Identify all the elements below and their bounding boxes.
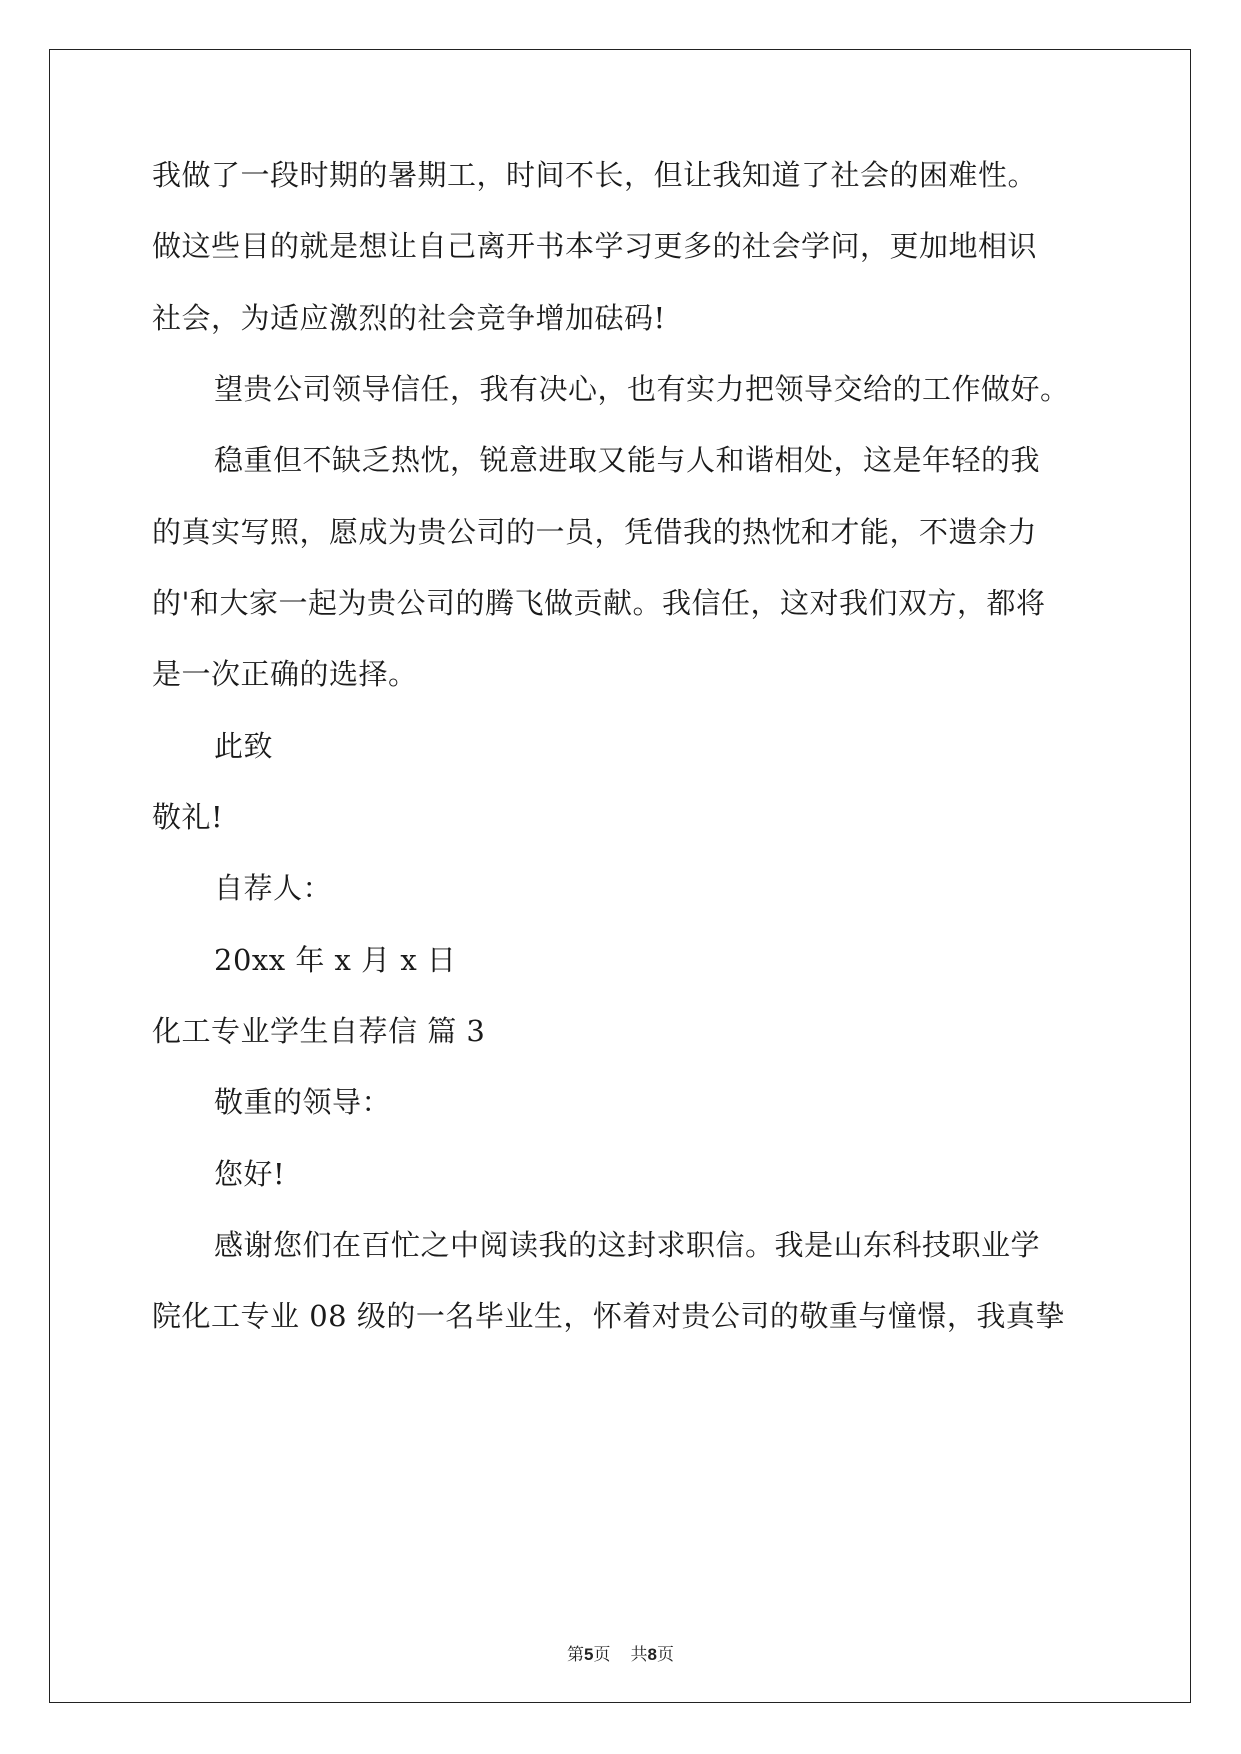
greeting: 敬重的领导： xyxy=(214,1085,392,1119)
footer-total-suffix: 页 xyxy=(656,1645,674,1664)
greeting-hello: 您好! xyxy=(214,1157,286,1191)
text-line: 感谢您们在百忙之中阅读我的这封求职信。我是山东科技职业学 xyxy=(214,1228,1041,1262)
footer-total-prefix: 共 xyxy=(630,1645,648,1664)
closing-salutation: 此致 xyxy=(214,729,274,763)
text-line: 我做了一段时期的暑期工，时间不长，但让我知道了社会的困难性。 xyxy=(152,158,1038,192)
date-line: 20xx 年 x 月 x 日 xyxy=(214,943,457,977)
text-line: 望贵公司领导信任，我有决心，也有实力把领导交给的工作做好。 xyxy=(214,372,1070,406)
page-footer xyxy=(0,1640,1241,1665)
text-line: 社会，为适应激烈的社会竞争增加砝码! xyxy=(152,301,666,335)
signature-label: 自荐人： xyxy=(214,871,333,905)
text-line: 是一次正确的选择。 xyxy=(152,657,418,691)
footer-prefix: 第 xyxy=(567,1645,585,1664)
total-page-number: 8 xyxy=(647,1645,657,1664)
text-line: 的'和大家一起为贵公司的腾飞做贡献。我信任，这对我们双方，都将 xyxy=(152,586,1046,620)
current-page-number: 5 xyxy=(584,1645,594,1664)
text-line: 稳重但不缺乏热忱，锐意进取又能与人和谐相处，这是年轻的我 xyxy=(214,443,1041,477)
section-heading: 化工专业学生自荐信 篇 3 xyxy=(152,1014,486,1048)
closing-regards: 敬礼! xyxy=(152,800,224,834)
text-line: 院化工专业 08 级的一名毕业生，怀着对贵公司的敬重与憧憬，我真挚 xyxy=(152,1299,1065,1333)
footer-page-suffix: 页 xyxy=(593,1645,611,1664)
text-line: 做这些目的就是想让自己离开书本学习更多的社会学问，更加地相识 xyxy=(152,229,1038,263)
text-line: 的真实写照，愿成为贵公司的一员，凭借我的热忱和才能，不遗余力 xyxy=(152,515,1038,549)
